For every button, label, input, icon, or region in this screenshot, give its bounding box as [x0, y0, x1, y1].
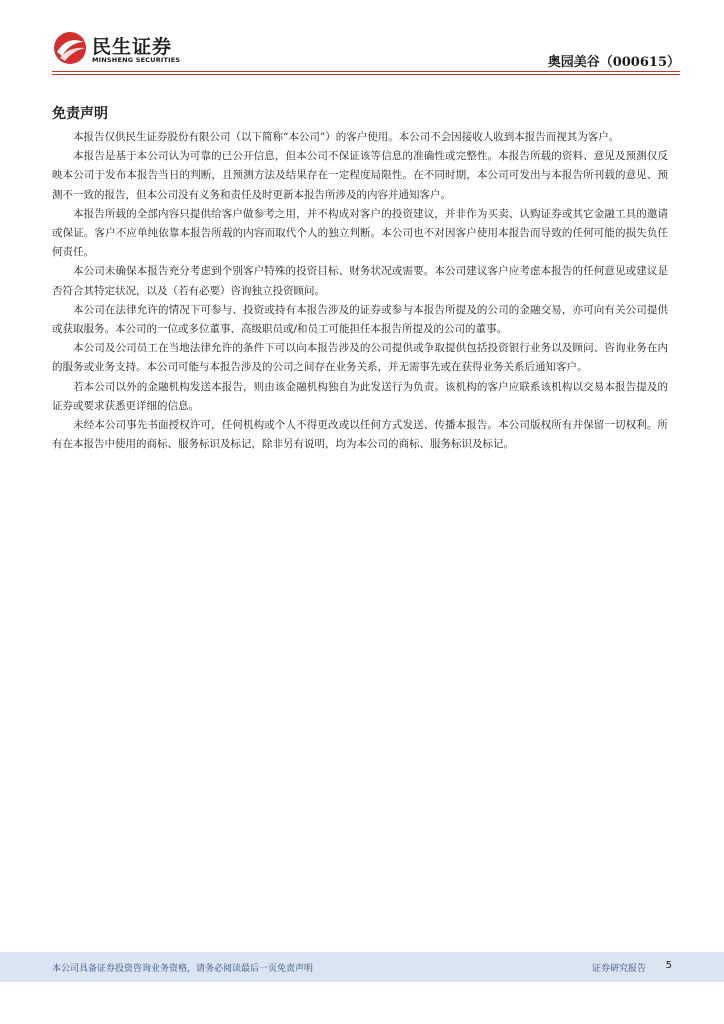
header-divider — [52, 71, 680, 72]
disclaimer-paragraph: 本公司及公司员工在当地法律允许的条件下可以向本报告涉及的公司提供或争取提供包括投资银行业务以及顾问、咨询业务在内的服务或业务支持。本公司可能与本报告涉及的公司之间存在业务关系，并无需事先或在获得业务关系后通知客户。 — [52, 342, 668, 374]
page-footer — [0, 952, 724, 982]
disclaimer-paragraph: 本报告所载的全部内容只提供给客户做参考之用，并不构成对客户的投资建议，并非作为买卖、认购证券或其它金融工具的邀请或保证。客户不应单纯依靠本报告所载的内容而取代个人的独立判断。本公司也不对因客户使用本报告而导致的任何可能的损失负任何责任。 — [52, 207, 668, 259]
minsheng-logo-icon — [52, 30, 88, 66]
page-number: 5 — [665, 960, 672, 971]
disclaimer-paragraph: 本公司未确保本报告充分考虑到个别客户特殊的投资目标、财务状况或需要。本公司建议客户应考虑本报告的任何意见或建议是否符合其特定状况，以及（若有必要）咨询独立投资顾问。 — [52, 265, 668, 297]
disclaimer-paragraph: 本报告是基于本公司认为可靠的已公开信息，但本公司不保证该等信息的准确性或完整性。本报告所载的资料、意见及预测仅反映本公司于发布本报告当日的判断，且预测方法及结果存在一定程度局限性。在不同时期，本公司可发出与本报告所刊载的意见、预测不一致的报告，但本公司没有义务和责任及时更新本报告所涉及的内容并通知客户。 — [52, 150, 668, 201]
disclaimer-paragraph: 未经本公司事先书面授权许可，任何机构或个人不得更改或以任何方式发送、传播本报告。本公司版权所有并保留一切权利。所有在本报告中使用的商标、服务标识及标记，除非另有说明，均为本公司的商标、服务标识及标记。 — [52, 419, 668, 451]
logo-chinese-name: 民生证券 — [92, 36, 173, 58]
footer-report-type: 证券研究报告 — [591, 964, 646, 974]
disclaimer-paragraph: 本报告仅供民生证券股份有限公司（以下简称“本公司”）的客户使用。本公司不会因接收人收到本报告而视其为客户。 — [73, 131, 620, 143]
logo-english-name: MINSHENG SECURITIES — [92, 56, 181, 64]
minsheng-logo — [52, 30, 192, 68]
page-header — [0, 0, 724, 80]
company-stock-code: 奥园美谷（000615） — [547, 55, 680, 70]
header-divider-thin — [52, 74, 680, 75]
disclaimer-body — [52, 128, 668, 454]
disclaimer-paragraph: 本公司在法律允许的情况下可参与、投资或持有本报告涉及的证券或参与本报告所提及的公司的金融交易，亦可向有关公司提供或获取服务。本公司的一位或多位董事、高级职员或/和员工可能担任本报告所提及的公司的董事。 — [52, 303, 668, 336]
disclaimer-paragraph: 若本公司以外的金融机构发送本报告，则由该金融机构独自为此发送行为负责。该机构的客户应联系该机构以交易本报告提及的证券或要求获悉更详细的信息。 — [52, 380, 668, 412]
section-title: 免责声明 — [52, 106, 108, 122]
footer-disclaimer-note: 本公司具备证券投资咨询业务资格，请务必阅读最后一页免责声明 — [52, 964, 314, 974]
